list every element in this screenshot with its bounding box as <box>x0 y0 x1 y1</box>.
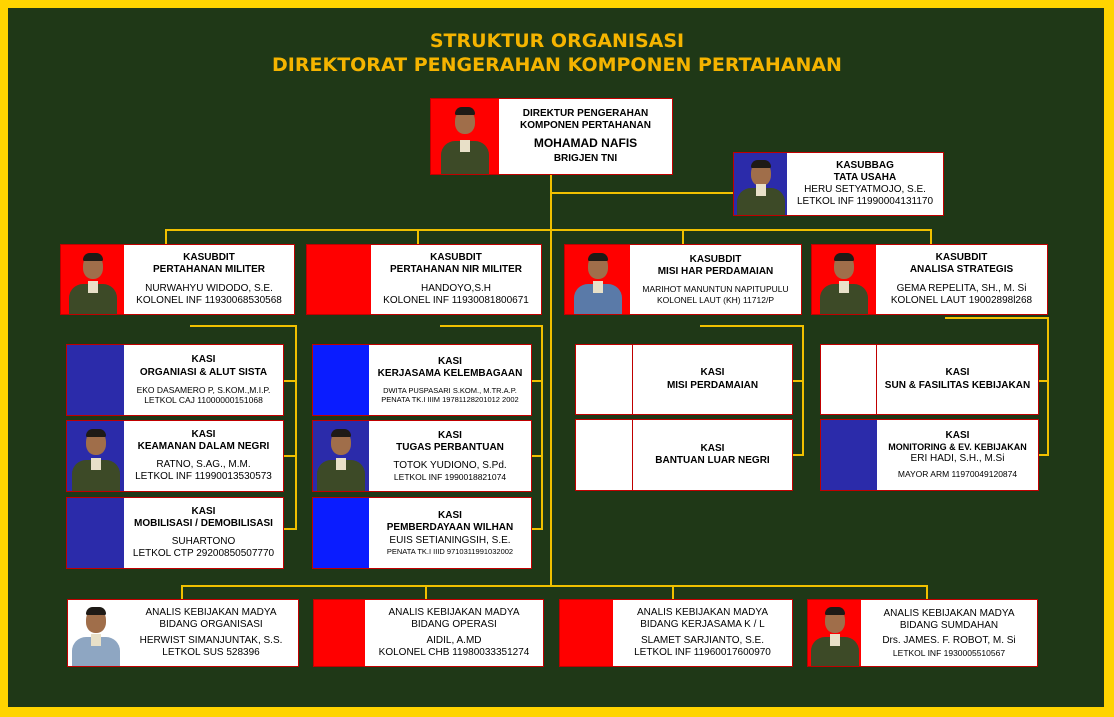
kasi-title-line2: PEMBERDAYAAN WILHAN <box>386 522 514 534</box>
connector-col3-kasi1 <box>792 380 804 382</box>
analis-name: HERWIST SIMANJUNTAK, S.S. <box>139 634 283 646</box>
connector-analis-1-drop <box>181 585 183 600</box>
connector-col4-vertical <box>1047 317 1049 456</box>
connector-col2-vertical <box>541 325 543 530</box>
analis-name: Drs. JAMES. F. ROBOT, M. Si <box>882 635 1016 647</box>
kasi-title-line2: MISI PERDAMAIAN <box>666 379 759 391</box>
direktur-title-line2: KOMPONEN PERTAHANAN <box>520 120 651 132</box>
kasi-photo <box>67 498 124 568</box>
subdit-rank: KOLONEL INF 11930081800671 <box>383 294 529 306</box>
kasi-rank: PENATA TK.I IIID 9710311991032002 <box>386 546 514 556</box>
subdit-title-line1: KASUBDIT <box>935 252 988 264</box>
analis-name: SLAMET SARJIANTO, S.E. <box>641 634 764 646</box>
kasi-title-line1: KASI <box>191 505 216 517</box>
subdit-title-line2: MISI HAR PERDAMAIAN <box>657 266 774 278</box>
analis-box-bidang-kerjasama <box>559 599 793 667</box>
connector-col3-kasi2 <box>792 454 804 456</box>
subdit-rank: KOLONEL INF 11930068530568 <box>136 294 282 306</box>
connector-col1-horizontal <box>190 325 297 327</box>
subdit-rank: KOLONEL LAUT 19002898l268 <box>890 294 1033 306</box>
connector-col1-kasi1 <box>283 380 297 382</box>
kasi-title-line2: BANTUAN LUAR NEGRI <box>655 455 770 466</box>
analis-photo <box>808 600 861 666</box>
connector-col1-kasi2 <box>283 455 297 457</box>
kasi-photo <box>576 345 633 414</box>
connector-col4-kasi2 <box>1038 454 1049 456</box>
kasi-title-line1: KASI <box>191 354 216 366</box>
kasi-box-sun-fasilitas-kebijakan <box>820 344 1039 415</box>
direktur-name: MOHAMAD NAFIS <box>533 136 638 151</box>
connector-col3-vertical <box>802 325 804 456</box>
kasi-photo <box>313 498 369 568</box>
analis-photo <box>560 600 613 666</box>
kasi-title-line1: KASI <box>700 367 725 379</box>
kasi-title-line2: ORGANIASI & ALUT SISTA <box>139 366 268 378</box>
kasi-title-line1: KASI <box>700 442 725 454</box>
officer-portrait <box>68 600 124 666</box>
connector-col1-vertical <box>295 325 297 530</box>
analis-title-line2: BIDANG SUMDAHAN <box>899 620 999 632</box>
kasi-photo <box>821 345 877 414</box>
kasubbag-title-line1: KASUBBAG <box>836 159 894 171</box>
connector-col4-horizontal <box>945 317 1049 319</box>
kasi-title-line2: TUGAS PERBANTUAN <box>396 441 504 453</box>
kasi-title-line1: KASI <box>438 429 462 441</box>
connector-subdit-4-drop <box>930 229 932 245</box>
subdit-photo <box>61 245 124 314</box>
kasi-title-line1: KASI <box>945 430 970 442</box>
kasi-name: EKO DASAMERO P, S.KOM.,M.I.P. <box>136 384 271 395</box>
subdit-title-line2: PERTAHANAN MILITER <box>152 264 266 276</box>
subdit-title-line2: ANALISA STRATEGIS <box>909 264 1014 276</box>
kasi-photo <box>821 420 877 490</box>
kasi-box-misi-perdamaian <box>575 344 793 415</box>
connector-subdit-1-drop <box>165 229 167 245</box>
analis-rank: LETKOL SUS 528396 <box>162 646 260 658</box>
connector-col2-kasi2 <box>531 455 543 457</box>
kasi-title-line2: MONITORING & EV. KEBIJAKAN <box>888 442 1027 453</box>
connector-main-trunk <box>550 174 552 587</box>
connector-analis-3-drop <box>672 585 674 600</box>
connector-col2-kasi3 <box>531 528 543 530</box>
kasi-name: EUIS SETIANINGSIH, S.E. <box>389 534 511 546</box>
kasi-photo <box>576 420 633 490</box>
kasi-title-line1: KASI <box>438 355 462 367</box>
subdit-photo <box>565 245 630 314</box>
officer-portrait <box>313 421 369 491</box>
analis-name: AIDIL, A.MD <box>426 634 482 646</box>
kasi-rank: MAYOR ARM 11970049120874 <box>897 469 1018 480</box>
subdit-title-line1: KASUBDIT <box>430 252 482 264</box>
kasubbag-title-line2: TATA USAHA <box>833 171 897 183</box>
connector-col3-horizontal <box>700 325 804 327</box>
kasi-photo <box>67 421 124 491</box>
kasi-name: DWITA PUSPASARI S.KOM., M.TR.A.P. <box>383 386 517 396</box>
kasi-box-bantuan-luar-negri <box>575 419 793 491</box>
connector-col2-horizontal <box>440 325 543 327</box>
subdit-rank: KOLONEL LAUT (KH) 11712/P <box>656 294 774 305</box>
officer-portrait <box>570 245 626 314</box>
kasi-title-line1: KASI <box>191 428 216 440</box>
kasi-photo <box>67 345 124 415</box>
analis-title-line1: ANALIS KEBIJAKAN MADYA <box>637 607 768 619</box>
subdit-name: GEMA REPELITA, SH., M. Si <box>896 282 1027 294</box>
connector-analis-2-drop <box>425 585 427 600</box>
subdit-box-pertahanan-militer <box>60 244 295 315</box>
kasi-title-line2: KERJASAMA KELEMBAGAAN <box>377 367 523 379</box>
officer-portrait <box>68 421 124 491</box>
kasi-photo <box>313 345 369 415</box>
direktur-box <box>430 98 673 175</box>
connector-col1-kasi3 <box>283 528 297 530</box>
kasi-name: ERI HADI, S.H., M.Si <box>910 453 1005 465</box>
kasubbag-name: HERU SETYATMOJO, S.E. <box>804 184 926 195</box>
subdit-box-analisa-strategis <box>811 244 1048 315</box>
subdit-name: HANDOYO,S.H <box>420 282 491 294</box>
analis-title-line1: ANALIS KEBIJAKAN MADYA <box>883 608 1015 620</box>
connector-col4-kasi1 <box>1038 380 1049 382</box>
connector-kasubbag <box>550 192 735 194</box>
kasi-box-monitoring-ev-kebijakan <box>820 419 1039 491</box>
subdit-name: MARIHOT MANUNTUN NAPITUPULU <box>642 284 789 295</box>
kasi-box-keamanan-dalam-negri <box>66 420 284 492</box>
connector-subdit-3-drop <box>682 229 684 245</box>
kasi-photo <box>313 421 369 491</box>
analis-box-bidang-sumdahan <box>807 599 1038 667</box>
direktur-title-line1: DIREKTUR PENGERAHAN <box>522 107 649 119</box>
officer-portrait <box>437 99 493 174</box>
chart-subtitle: DIREKTORAT PENGERAHAN KOMPONEN PERTAHANAN <box>272 54 842 76</box>
analis-rank: LETKOL INF 11960017600970 <box>634 646 771 658</box>
kasubbag-photo <box>734 153 787 215</box>
kasi-name: TOTOK YUDIONO, S.Pd. <box>393 459 507 471</box>
officer-portrait <box>734 153 787 215</box>
analis-box-bidang-operasi <box>313 599 544 667</box>
analis-rank: KOLONEL CHB 11980033351274 <box>378 646 530 658</box>
kasi-rank: LETKOL INF 1990018821074 <box>393 472 507 483</box>
analis-title-line2: BIDANG KERJASAMA K / L <box>640 619 765 631</box>
kasi-title-line2: MOBILISASI / DEMOBILISASI <box>134 517 273 529</box>
analis-box-bidang-organisasi <box>67 599 299 667</box>
chart-title: STRUKTUR ORGANISASI <box>429 30 685 52</box>
subdit-title-line1: KASUBDIT <box>183 252 235 264</box>
analis-photo <box>314 600 365 666</box>
analis-title-line2: BIDANG OPERASI <box>411 619 497 631</box>
analis-rank: LETKOL INF 1930005510567 <box>892 647 1006 658</box>
officer-portrait <box>808 600 861 666</box>
kasi-rank: PENATA TK.I IIIM 19781128201012 2002 <box>381 395 519 405</box>
kasi-name: SUHARTONO <box>171 536 236 547</box>
subdit-title-line2: PERTAHANAN NIR MILITER <box>389 264 523 276</box>
kasi-title-line2: SUN & FASILITAS KEBIJAKAN <box>884 379 1031 391</box>
kasi-rank: LETKOL CAJ 11000000151068 <box>144 395 263 406</box>
kasi-title-line1: KASI <box>438 510 462 522</box>
officer-portrait <box>65 245 121 314</box>
kasi-title-line2: KEAMANAN DALAM NEGRI <box>137 440 270 452</box>
kasubbag-box <box>733 152 944 216</box>
officer-portrait <box>816 245 872 314</box>
direktur-rank: BRIGJEN TNI <box>553 152 618 164</box>
connector-analis-bar <box>181 585 928 587</box>
connector-subdit-2-drop <box>417 229 419 245</box>
kasi-box-pemberdayaan-wilhan <box>312 497 532 569</box>
kasi-rank: LETKOL INF 11990013530573 <box>135 471 272 483</box>
connector-col2-kasi1 <box>531 380 543 382</box>
analis-title-line1: ANALIS KEBIJAKAN MADYA <box>145 607 277 619</box>
kasi-rank: LETKOL CTP 29200850507770 <box>132 548 275 560</box>
direktur-photo <box>431 99 499 174</box>
subdit-title-line1: KASUBDIT <box>689 253 742 265</box>
subdit-photo <box>812 245 876 314</box>
kasi-title-line1: KASI <box>945 367 970 379</box>
kasi-name: RATNO, S.AG., M.M. <box>156 459 251 470</box>
kasi-box-tugas-perbantuan <box>312 420 532 492</box>
subdit-name: NURWAHYU WIDODO, S.E. <box>145 282 273 294</box>
subdit-photo <box>307 245 371 314</box>
kasi-box-mobilisasi <box>66 497 284 569</box>
kasi-box-organisasi-alutsista <box>66 344 284 416</box>
subdit-box-misi-har-perdamaian <box>564 244 802 315</box>
analis-photo <box>68 600 124 666</box>
kasubbag-rank: LETKOL INF 11990004131170 <box>796 196 934 208</box>
subdit-box-pertahanan-nir-militer <box>306 244 542 315</box>
connector-subdit-bar <box>165 229 932 231</box>
analis-title-line1: ANALIS KEBIJAKAN MADYA <box>388 607 520 619</box>
analis-title-line2: BIDANG ORGANISASI <box>159 619 263 631</box>
connector-analis-4-drop <box>926 585 928 600</box>
kasi-box-kerjasama-kelembagaan <box>312 344 532 416</box>
